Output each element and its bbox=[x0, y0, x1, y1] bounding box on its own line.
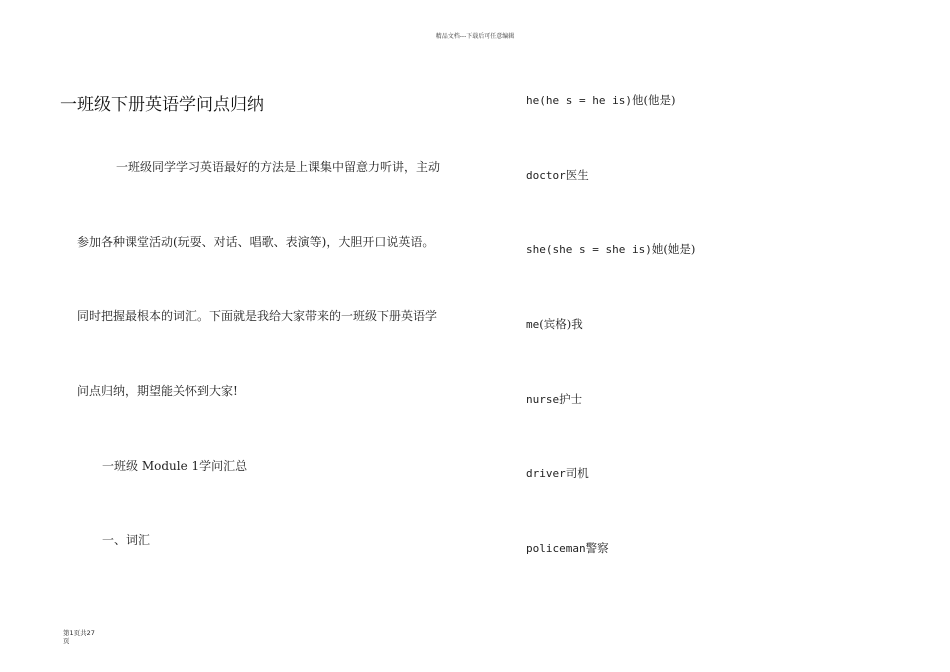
header-note: 精品文档---下载后可任意编辑 bbox=[435, 33, 515, 40]
vocab-chinese: 他(他是) bbox=[631, 93, 676, 107]
vocab-english: he(he s = he is) bbox=[526, 94, 632, 107]
vocab-english: policeman bbox=[526, 542, 586, 555]
vocab-item-me bbox=[526, 319, 583, 331]
vocab-english: driver bbox=[526, 467, 566, 480]
page-indicator-line-2: 页 bbox=[63, 637, 70, 645]
page-indicator-line-1: 第1页共27 bbox=[63, 629, 95, 637]
intro-line-1: 一班级同学学习英语最好的方法是上课集中留意力听讲，主动 bbox=[116, 160, 441, 174]
vocab-item-driver bbox=[526, 468, 589, 480]
vocab-item-he bbox=[526, 95, 675, 107]
vocab-english: she(she s = she is) bbox=[526, 243, 652, 256]
vocab-item-policeman bbox=[526, 543, 609, 555]
vocab-chinese: 她(她是) bbox=[651, 242, 696, 256]
module-heading: 一班级 Module 1学问汇总 bbox=[102, 459, 248, 473]
vocab-english: nurse bbox=[526, 393, 560, 406]
intro-line-3: 同时把握最根本的词汇。下面就是我给大家带来的一班级下册英语学 bbox=[77, 309, 438, 323]
intro-line-2: 参加各种课堂活动(玩耍、对话、唱歌、表演等)，大胆开口说英语。 bbox=[77, 235, 435, 249]
vocab-item-nurse bbox=[526, 394, 582, 406]
vocab-english: me bbox=[526, 318, 540, 331]
vocab-english: doctor bbox=[526, 169, 566, 182]
vocab-item-she bbox=[526, 244, 695, 256]
section-heading: 一、词汇 bbox=[102, 533, 151, 547]
vocab-chinese: 护士 bbox=[559, 392, 583, 406]
page-indicator bbox=[63, 629, 113, 645]
vocab-item-doctor bbox=[526, 170, 589, 182]
intro-line-4: 问点归纳，期望能关怀到大家! bbox=[77, 384, 238, 398]
vocab-chinese: 司机 bbox=[565, 466, 589, 480]
document-title: 一班级下册英语学问点归纳 bbox=[60, 95, 264, 115]
vocab-chinese: 警察 bbox=[585, 541, 609, 555]
vocab-chinese: 医生 bbox=[565, 168, 589, 182]
vocab-chinese: (宾格)我 bbox=[539, 317, 583, 331]
